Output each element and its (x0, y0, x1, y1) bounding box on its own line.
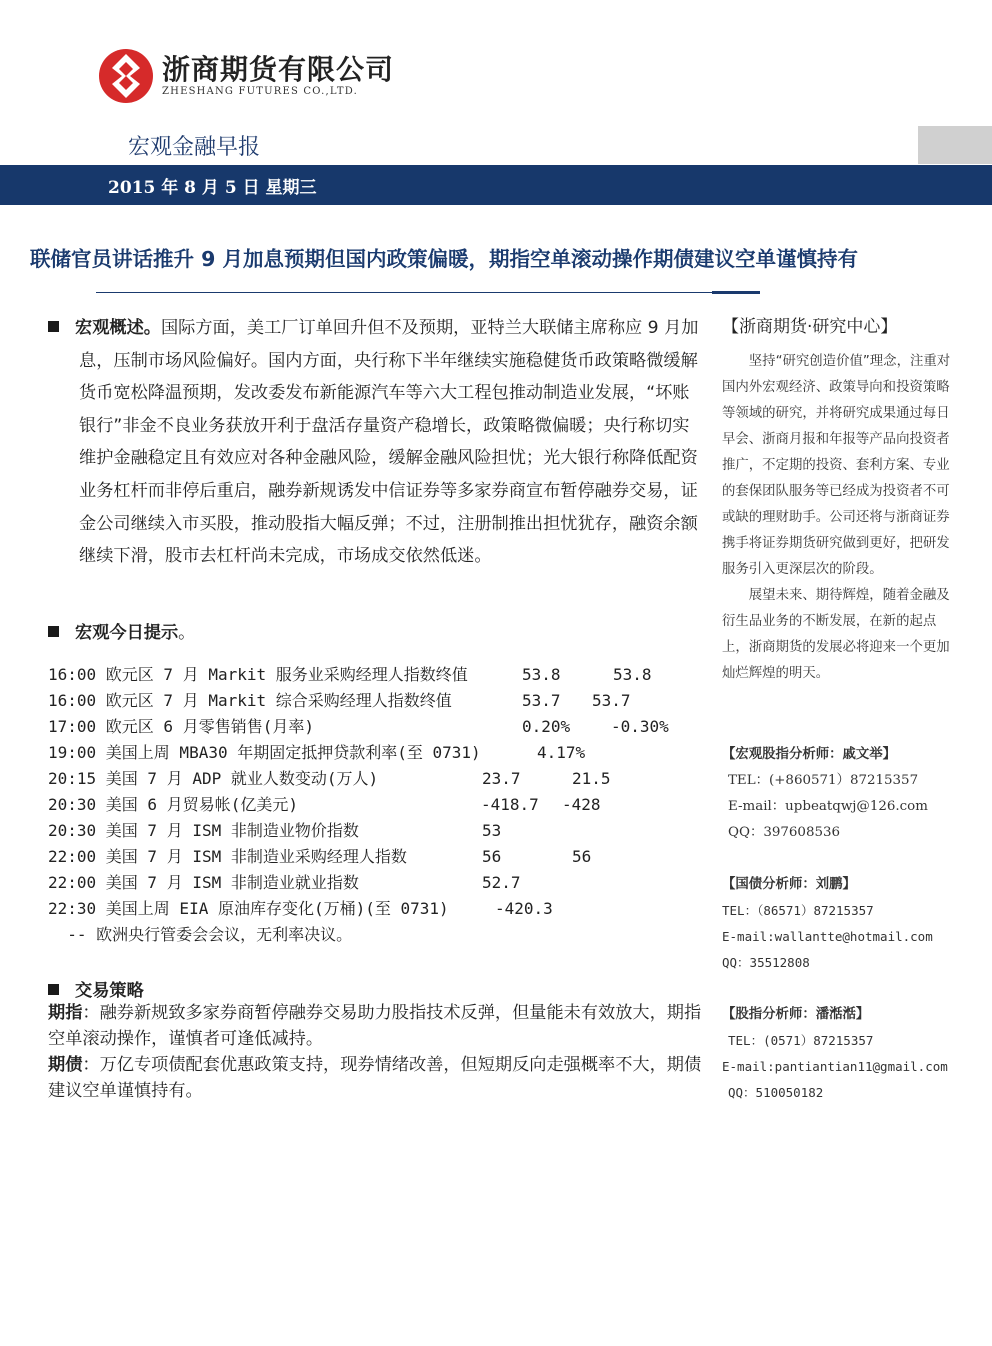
event-name: 美国 7 月 ADP 就业人数变动(万人) (105, 769, 379, 788)
macro-overview (48, 312, 700, 573)
schedule-row (48, 714, 708, 740)
company-name-en: ZHESHANG FUTURES CO.,LTD. (162, 86, 358, 97)
bullet-square-icon (48, 321, 59, 332)
event-previous: 53.7 (522, 691, 561, 710)
event-name: 美国上周 MBA30 年期固定抵押贷款利率(至 0731) (105, 743, 481, 762)
analyst-card (722, 872, 962, 976)
company-name-cn: 浙商期货有限公司 (162, 53, 395, 86)
event-name: 欧元区 6 月零售销售(月率) (105, 717, 314, 736)
intro-paragraph: 坚持“研究创造价值”理念，注重对国内外宏观经济、政策导向和投资策略等领域的研究，并将研究成果通过每日早会、浙商月报和年报等产品向投资者推广，不定期的投资、套利方案、专业的套保团队服务等已经成为投资者不可或缺的理财助手。公司还将与浙商证券携手将证券期货研究做到更好，把研发服务引入更深层次的阶段。 (722, 354, 951, 577)
event-previous: 53.8 (522, 665, 561, 684)
event-time: 22:30 (48, 899, 106, 918)
event-previous: -420.3 (495, 899, 553, 918)
trade-strategy-heading (48, 976, 144, 1001)
event-time: 20:30 (48, 795, 106, 814)
schedule-row (48, 688, 708, 714)
schedule-row (48, 662, 708, 688)
macro-overview-label: 宏观概述。 (75, 318, 161, 338)
event-forecast: 56 (572, 847, 592, 866)
analyst-email[interactable]: E-mail:pantiantian11@gmail.com (722, 1059, 948, 1074)
trade-strategy (48, 1000, 708, 1104)
event-time: 20:30 (48, 821, 106, 840)
event-time: 20:15 (48, 769, 106, 788)
analyst-tel: TEL：（86571）87215357 (722, 903, 874, 918)
schedule-row (48, 818, 708, 844)
outlook-paragraph: 展望未来、期待辉煌，随着金融及衍生品业务的不断发展，在新的起点上，浙商期货的发展必将迎来一个更加灿烂辉煌的明天。 (722, 588, 950, 681)
bullet-square-icon (48, 626, 59, 637)
event-previous: 56 (482, 847, 502, 866)
report-date: 2015 年 8 月 5 日 星期三 (108, 178, 317, 198)
futures-label: 期指 (48, 1003, 83, 1023)
event-time: 16:00 (48, 691, 106, 710)
schedule-row (48, 896, 708, 922)
analyst-name: 【宏观股指分析师：戚文举】 (722, 747, 897, 762)
bullet-square-icon (48, 984, 59, 995)
analyst-qq: QQ：397608536 (728, 825, 841, 840)
event-name: 美国 7 月 ISM 非制造业就业指数 (105, 873, 359, 892)
company-logo (96, 46, 156, 106)
event-schedule (48, 662, 708, 948)
macro-overview-text: 国际方面，美工厂订单回升但不及预期，亚特兰大联储主席称应 9 月加息，压制市场风险偏好。国内方面，央行称下半年继续实施稳健货币政策略微缓解货币宽松降温预期，发改委发布新能源汽车等六大工程包推动制造业发展，“坏账银行”非金不良业务获放开利于盘活存量资产稳增长，政策略微偏暖；央行称切实维护金融稳定且有效应对各种金融风险，缓解金融风险担忧；光大银行称降低配资业务杠杆而非停后重启，融券新规诱发中信证券等多家券商宣布暂停融券交易，证金公司继续入市买股，推动股指大幅反弹；不过，注册制推出担忧犹存，融资余额继续下滑，股市去杠杆尚未完成，市场成交依然低迷。 (79, 318, 699, 567)
event-forecast: 21.5 (572, 769, 611, 788)
macro-tips-label: 宏观今日提示 (75, 623, 179, 643)
event-time: 16:00 (48, 665, 106, 684)
date-bar (0, 165, 992, 205)
analyst-qq: QQ：510050182 (728, 1085, 824, 1100)
macro-tips-suffix: 。 (178, 623, 196, 643)
trade-strategy-label: 交易策略 (75, 981, 144, 1001)
analyst-name: 【国债分析师：刘鹏】 (722, 877, 856, 892)
schedule-row (48, 740, 708, 766)
event-time: 22:00 (48, 873, 106, 892)
bond-text: ：万亿专项债配套优惠政策支持，现券情绪改善，但短期反向走强概率不大，期债建议空单谨慎持有。 (48, 1055, 702, 1101)
schedule-row (48, 792, 708, 818)
event-previous: 23.7 (482, 769, 521, 788)
futures-text: ：融券新规致多家券商暂停融券交易助力股指技术反弹，但量能未有效放大，期指空单滚动操作，谨慎者可逢低减持。 (48, 1003, 702, 1049)
event-name: 美国 6 月贸易帐(亿美元) (105, 795, 298, 814)
analyst-tel: TEL：(+860571）87215357 (728, 773, 919, 788)
event-time: 17:00 (48, 717, 106, 736)
event-forecast: 53.7 (592, 691, 631, 710)
schedule-row (48, 766, 708, 792)
research-center-sidebar (722, 310, 952, 687)
event-name: 欧元区 7 月 Markit 服务业采购经理人指数终值 (105, 665, 468, 684)
research-center-title: 【浙商期货·研究中心】 (722, 317, 898, 337)
event-previous: 52.7 (482, 873, 521, 892)
analyst-card (722, 742, 962, 846)
event-time: 22:00 (48, 847, 106, 866)
event-name: 美国 7 月 ISM 非制造业物价指数 (105, 821, 359, 840)
event-previous: 0.20% (522, 717, 571, 736)
analyst-tel: TEL：(0571）87215357 (728, 1033, 874, 1048)
event-forecast: -0.30% (611, 717, 669, 736)
bond-strategy (48, 1052, 708, 1104)
schedule-note: -- 欧洲央行管委会会议，无利率决议。 (48, 925, 353, 944)
schedule-row (48, 844, 708, 870)
event-name: 美国 7 月 ISM 非制造业采购经理人指数 (105, 847, 407, 866)
analyst-card (722, 1002, 962, 1106)
event-time: 19:00 (48, 743, 106, 762)
event-name: 欧元区 7 月 Markit 综合采购经理人指数终值 (105, 691, 452, 710)
macro-tips-heading (48, 618, 195, 643)
headline-divider (96, 292, 760, 293)
header-gray-block (918, 126, 992, 164)
event-forecast: -428 (562, 795, 601, 814)
headline: 联储官员讲话推升 9 月加息预期但国内政策偏暖，期指空单滚动操作期债建议空单谨慎持有 (30, 247, 859, 271)
headline-divider-accent (712, 291, 760, 294)
event-previous: -418.7 (481, 795, 539, 814)
report-title: 宏观金融早报 (128, 135, 261, 160)
research-center-intro (722, 349, 952, 687)
schedule-row (48, 870, 708, 896)
event-previous: 4.17% (537, 743, 586, 762)
analyst-email[interactable]: E-mail:wallantte@hotmail.com (722, 929, 933, 944)
event-previous: 53 (482, 821, 502, 840)
event-name: 美国上周 EIA 原油库存变化(万桶)(至 0731) (105, 899, 449, 918)
bond-label: 期债 (48, 1055, 83, 1075)
analyst-email[interactable]: E-mail：upbeatqwj@126.com (728, 799, 928, 814)
analyst-name: 【股指分析师：潘湉湉】 (722, 1007, 870, 1022)
event-forecast: 53.8 (613, 665, 652, 684)
futures-strategy (48, 1000, 708, 1052)
analyst-qq: QQ：35512808 (722, 955, 810, 970)
